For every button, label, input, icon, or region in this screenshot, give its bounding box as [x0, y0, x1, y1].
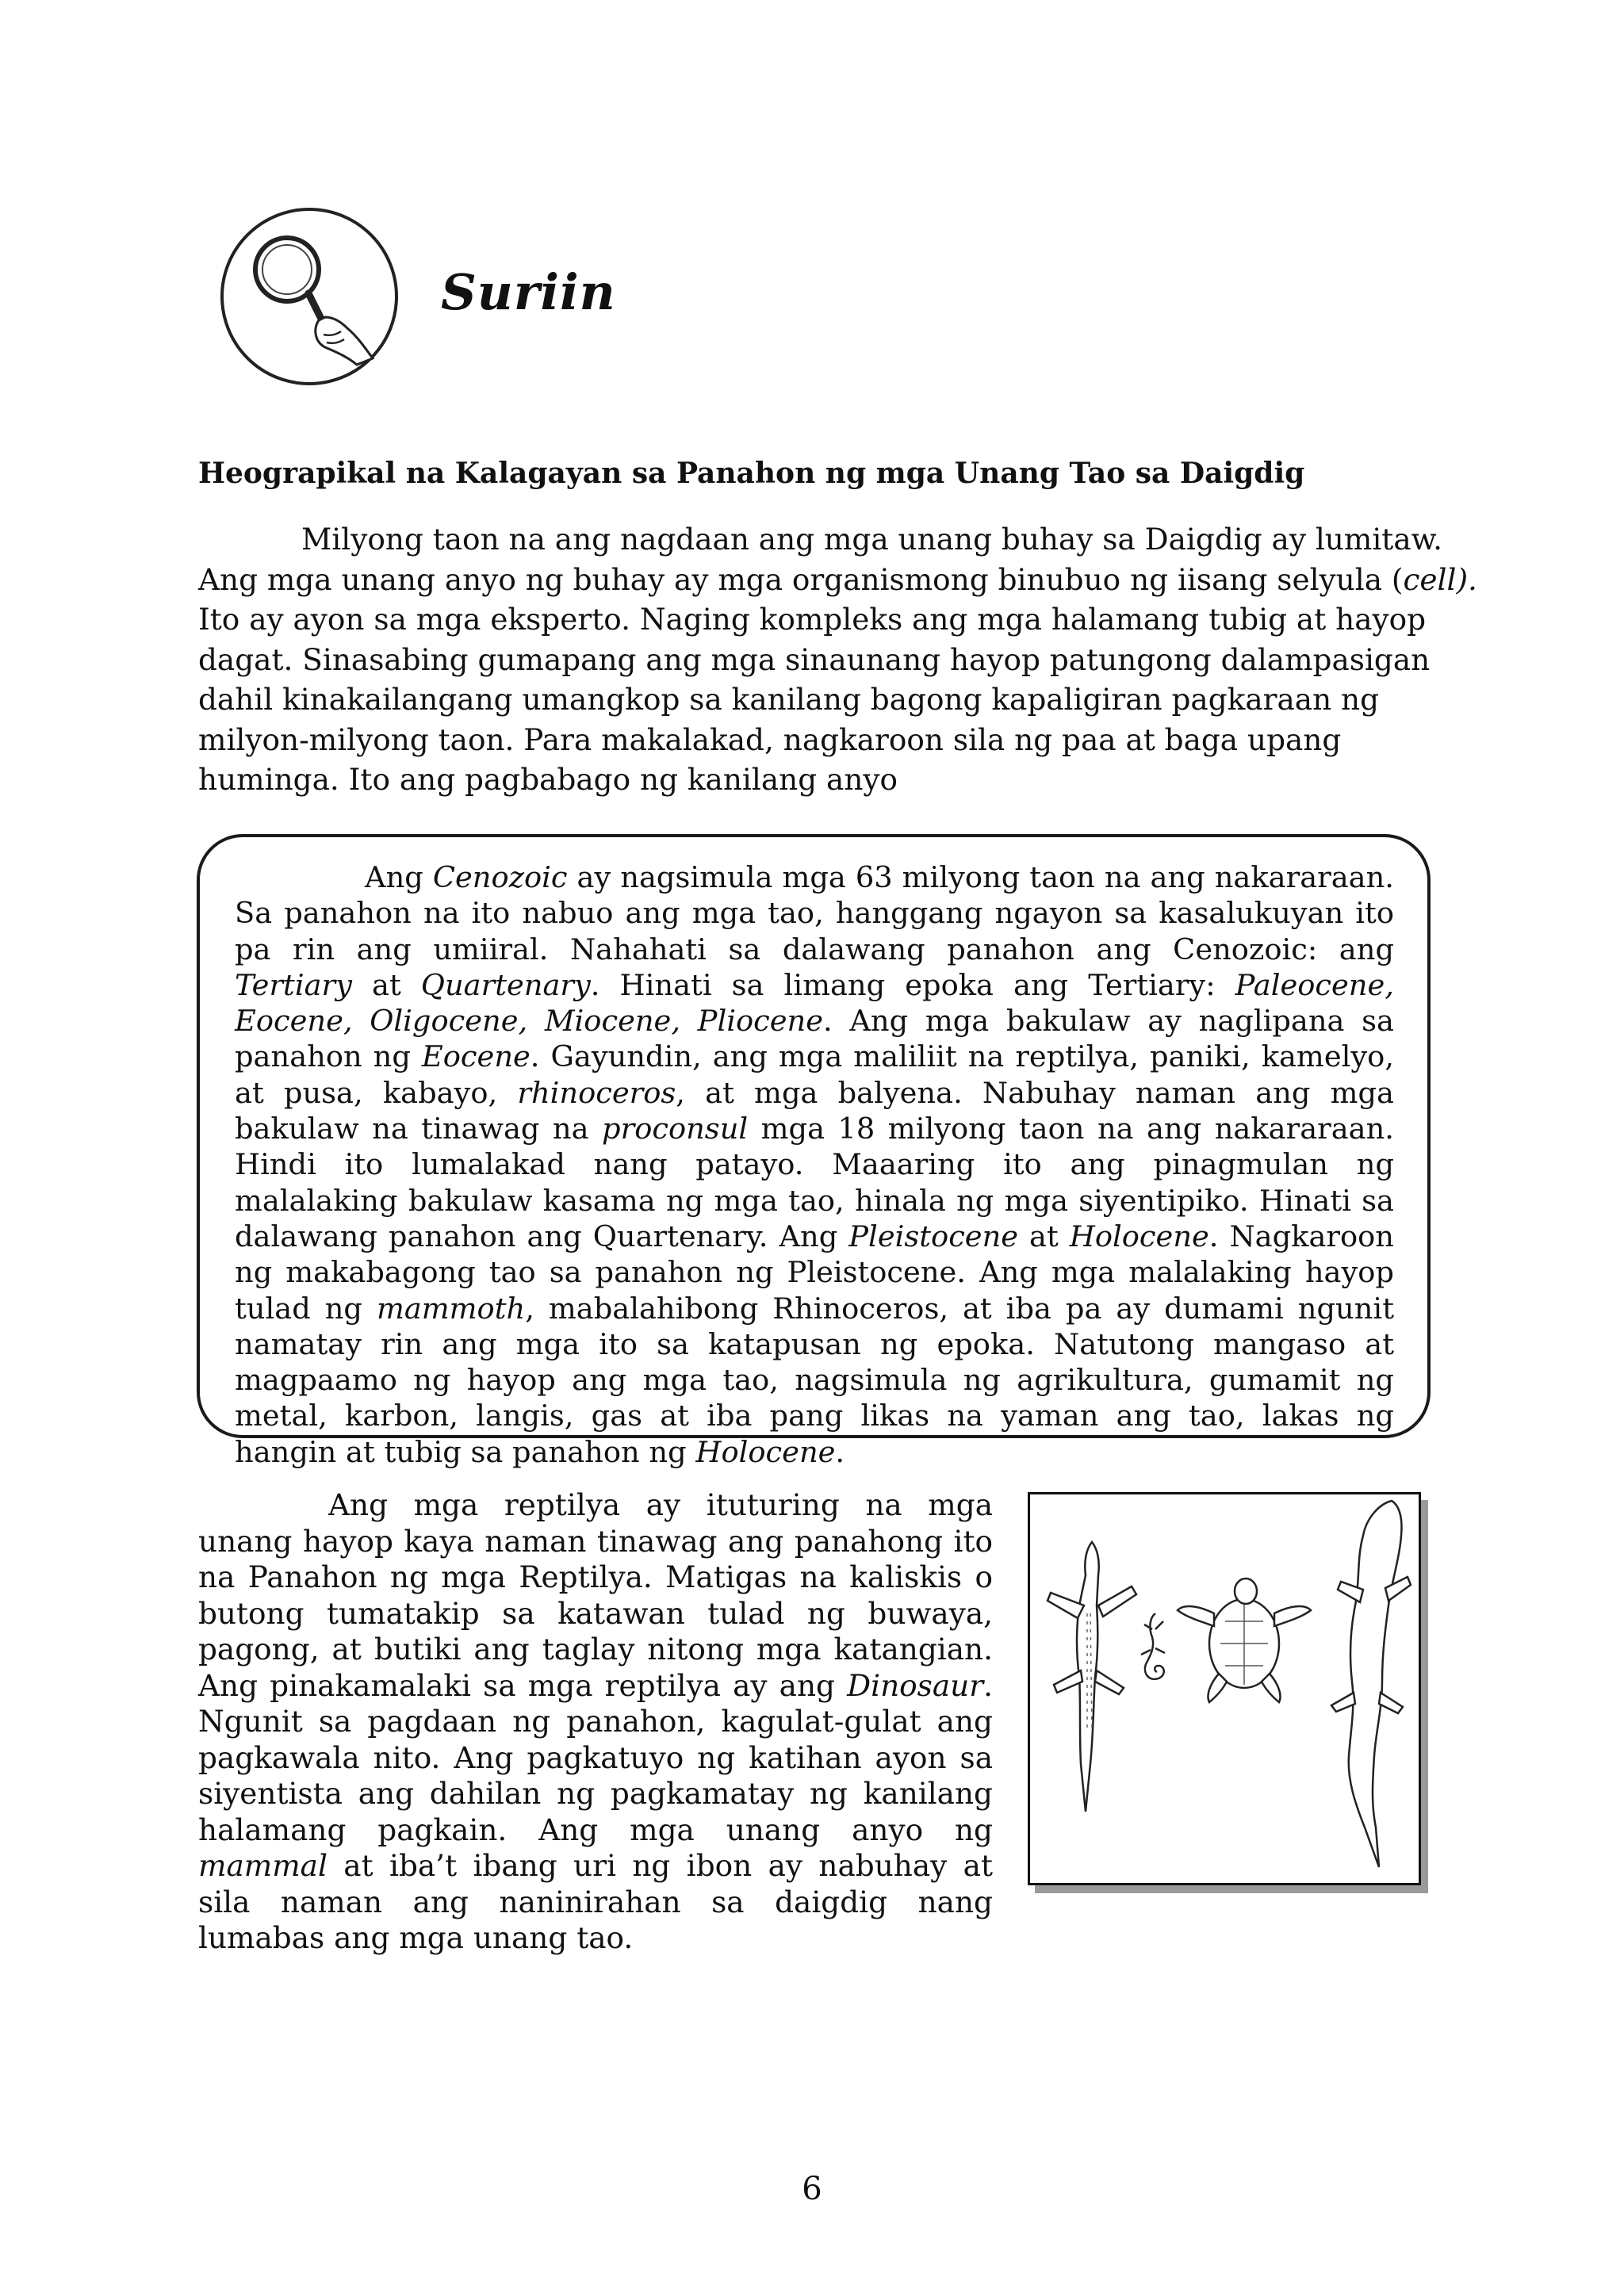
term-holocene: Holocene: [1069, 1219, 1209, 1253]
text-run: at: [351, 967, 421, 1002]
intro-line-6: milyon-milyong taon. Para makalakad, nagkaroon sila ng paa at baga upang: [198, 721, 1342, 757]
lizard-icon: [1141, 1613, 1165, 1679]
term-dinosaur: Dinosaur: [847, 1667, 984, 1703]
text-run: , at mga balyena. Nabuhay naman ang mga bakulaw na tinawag na: [235, 1075, 1394, 1146]
text-run: . Ang mga bakulaw ay naglipana sa panahon ng: [235, 1004, 1394, 1074]
term-epochs: Paleocene, Eocene, Oligocene, Miocene, Pliocene: [235, 967, 1394, 1039]
text-run: . Ngunit sa pagdaan ng panahon, kagulat-gulat ang pagkawala nito. Ang pagkatuyo ng katihan ayon sa siyentista ang dahilan ng pagkamatay ng kanilang halamang pagkain. Ang mga unang anyo ng: [198, 1667, 993, 1847]
term-pleistocene: Pleistocene: [848, 1219, 1019, 1253]
intro-line-7: huminga. Ito ang pagbabago ng kanilang anyo: [198, 762, 898, 797]
lesson-heading: Heograpikal na Kalagayan sa Panahon ng mga Unang Tao sa Daigdig: [198, 457, 1305, 490]
text-run: at: [1018, 1219, 1070, 1253]
term-proconsul: proconsul: [602, 1112, 749, 1146]
magnifying-glass-icon: [217, 201, 401, 392]
text-run: Ang mga reptilya ay ituturing na mga unang hayop kaya naman tinawag ang panahong ito na Panahon ng mga Reptilya. Matigas na kaliskis o butong tumatakip sa katawan tulad ng buwaya, pagong, at butiki ang taglay nitong mga katangian. Ang pinakamalaki sa mga reptilya ay ang: [198, 1487, 993, 1703]
reptile-paragraph: [198, 1487, 993, 1957]
text-run: , mabalahibong Rhinoceros, at iba pa ay dumami ngunit namatay rin ang mga ito sa katapusan ng epoka. Natutong mangaso at magpaamo ng hayop ang mga tao, nagsimula ng agrikultura, gumamit ng metal, karbon, langis, gas at iba pang likas na yaman ang tao, lakas ng hangin at tubig sa panahon ng: [235, 1291, 1394, 1469]
text-run: . Hinati sa limang epoka ang Tertiary:: [590, 967, 1235, 1002]
intro-paragraph: [198, 519, 1477, 800]
term-quartenary: Quartenary: [420, 967, 591, 1002]
text-run: . Gayundin, ang mga maliliit na reptilya, paniki, kamelyo, at pusa, kabayo,: [235, 1039, 1395, 1110]
text-run: mga 18 milyong taon na ang nakararaan. Hindi ito lumalakad nang patayo. Maaaring ito ang pinagmulan ng malalaking bakulaw kasama ng mga tao, hinala ng mga siyentipiko. Hinati sa dalawang panahon ang Quartenary. Ang: [235, 1112, 1394, 1253]
reptile-illustration: [1028, 1492, 1421, 1885]
term-mammoth: mammoth: [376, 1291, 526, 1326]
cenozoic-info-box: [197, 834, 1431, 1469]
crocodile-icon: [1048, 1542, 1136, 1812]
term-rhinoceros: rhinoceros: [517, 1075, 676, 1110]
intro-line-2: Ang mga unang anyo ng buhay ay mga organismong binubuo ng iisang selyula (: [198, 561, 1404, 597]
term-mammal: mammal: [198, 1848, 327, 1883]
alligator-icon: [1331, 1501, 1411, 1867]
term-holocene: Holocene: [695, 1434, 836, 1469]
intro-line-3: Ito ay ayon sa mga eksperto. Naging kompleks ang mga halamang tubig at hayop: [198, 602, 1427, 637]
term-eocene: Eocene: [421, 1039, 530, 1074]
turtle-icon: [1178, 1578, 1311, 1702]
text-run: ay nagsimula mga 63 milyong taon na ang nakararaan. Sa panahon na ito nabuo ang mga tao, hanggang ngayon sa kasalukuyan ito pa rin ang umiiral. Nahahati sa dalawang panahon ang Cenozoic: ang: [235, 860, 1394, 966]
text-run: . Nagkaroon ng makabagong tao sa panahon ng Pleistocene. Ang mga malalaking hayop tulad ng: [235, 1219, 1394, 1326]
term-tertiary: Tertiary: [235, 967, 352, 1002]
intro-line: [198, 519, 1443, 560]
intro-line-4: dagat. Sinasabing gumapang ang mga sinaunang hayop patungong dalampasigan: [198, 641, 1431, 677]
cenozoic-paragraph: [235, 859, 1394, 1470]
intro-line: [198, 560, 1477, 600]
intro-line-5: dahil kinakailangang umangkop sa kanilang bagong kapaligiran pagkaraan ng: [198, 682, 1380, 717]
section-title: Suriin: [441, 263, 616, 321]
intro-line-1: Milyong taon na ang nagdaan ang mga unang buhay sa Daigdig ay lumitaw.: [301, 522, 1443, 557]
intro-line-2-italic: cell).: [1403, 561, 1477, 597]
text-run: Ang: [365, 860, 433, 894]
page-number: 6: [802, 2171, 822, 2207]
term-cenozoic: Cenozoic: [432, 860, 568, 894]
text-run: .: [835, 1434, 845, 1469]
text-run: at iba’t ibang uri ng ibon ay nabuhay at sila naman ang naninirahan sa daigdig nang lumabas ang mga unang tao.: [198, 1848, 993, 1955]
